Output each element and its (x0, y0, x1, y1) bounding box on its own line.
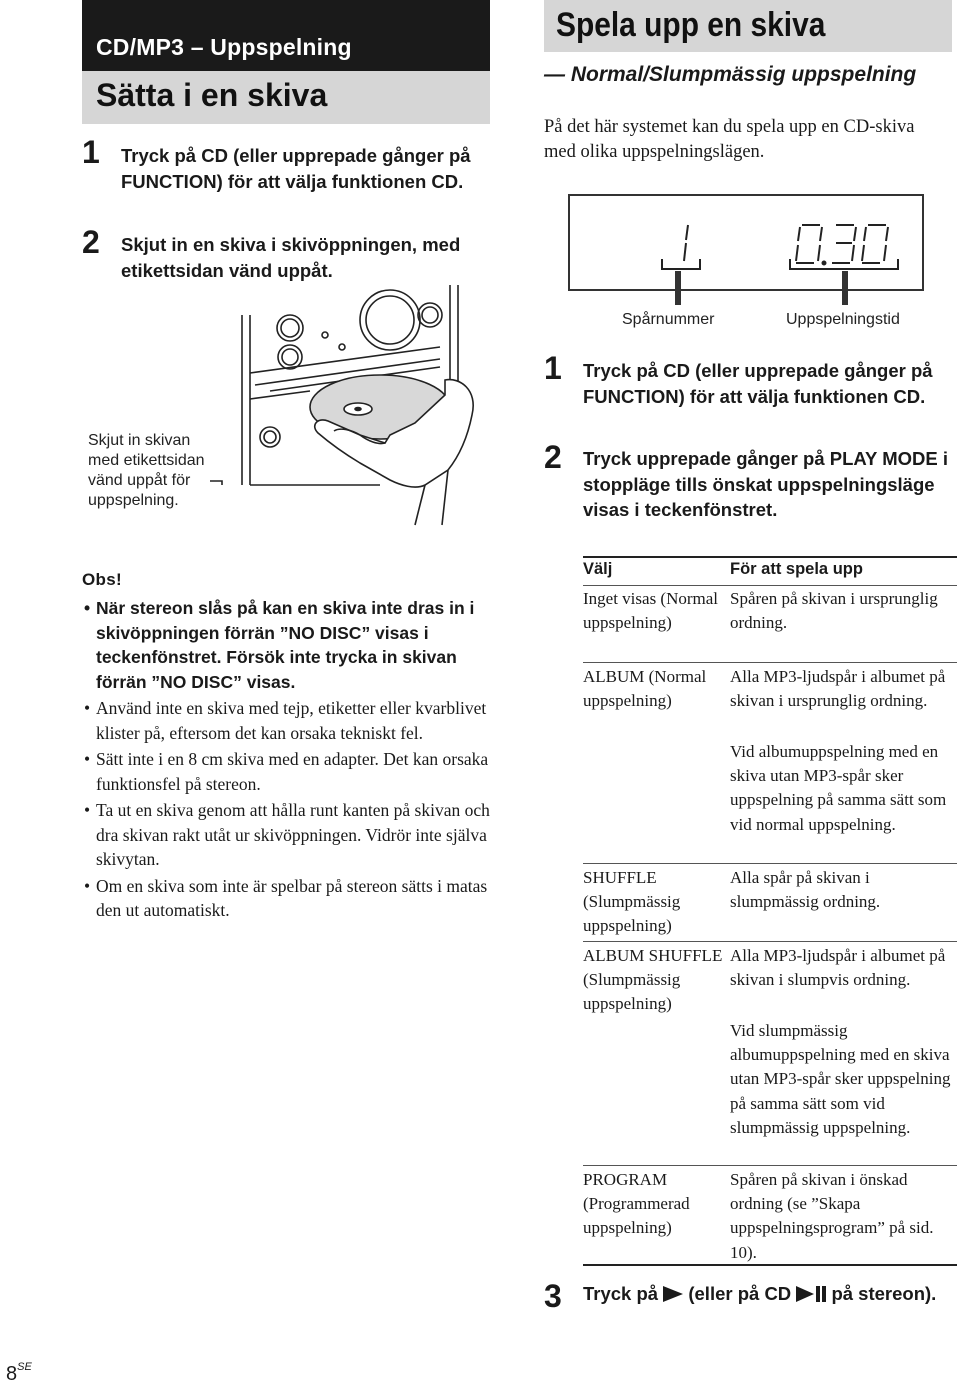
play-icon (663, 1286, 683, 1302)
table-cell-choice: PROGRAM (Programmerad uppspelning) (583, 1170, 690, 1238)
illustration-caption: Skjut in skivan med etikettsidan vänd uppåt för uppspelning. (88, 432, 205, 509)
step-text: Tryck upprepade gånger på PLAY MODE i stoppläge tills önskat uppspelningsläge visas i teckenfönstret. (583, 448, 948, 520)
note-item: • Ta ut en skiva genom att hålla runt kanten på skivan och dra skivan rakt utåt ur skivöppningen. Vidrör inte själva skivytan. (84, 800, 490, 869)
step-text: Tryck på (eller på CD på stereon). (583, 1281, 955, 1309)
table-cell-desc: Vid albumuppspelning med en skiva utan MP3-spår sker uppspelning på samma sätt som vid normal uppspelning. (730, 742, 947, 834)
step-number: 3 (544, 1278, 562, 1314)
step-number: 1 (544, 350, 562, 386)
step-text: Tryck på CD (eller upprepade gånger på FUNCTION) för att välja funktionen CD. (121, 145, 471, 192)
play-mode-table (583, 556, 957, 1266)
section-header (82, 0, 490, 71)
step-number: 1 (82, 134, 100, 170)
table-cell-desc: Alla spår på skivan i slumpmässig ordning. (730, 868, 881, 912)
table-cell-desc: Spåren på skivan i önskad ordning (se ”Skapa uppspelningsprogram” på sid. 10). (730, 1170, 934, 1262)
page-heading: Spela upp en skiva (556, 6, 826, 44)
table-cell-desc: Spåren på skivan i ursprunglig ordning. (730, 589, 938, 633)
column-header: För att spela upp (730, 560, 863, 578)
table-cell-choice: SHUFFLE (Slumpmässig uppspelning) (583, 868, 681, 936)
table-cell-desc: Alla MP3-ljudspår i albumet på skivan i slumpvis ordning. (730, 946, 946, 990)
note-item: • Använd inte en skiva med tejp, etiketter eller kvarblivet klister på, eftersom det kan orsaka tekniskt fel. (84, 698, 487, 743)
table-cell-desc: Alla MP3-ljudspår i albumet på skivan i ursprunglig ordning. (730, 667, 946, 711)
table-cell-choice: ALBUM SHUFFLE (Slumpmässig uppspelning) (583, 946, 723, 1014)
table-cell-choice: Inget visas (Normal uppspelning) (583, 589, 719, 633)
playing-time-label: Uppspelningstid (786, 311, 900, 328)
step-number: 2 (82, 224, 100, 260)
heading-bar (82, 71, 490, 124)
notes-list (82, 596, 492, 925)
page-number: $8^{SE}$ (6, 1361, 32, 1385)
step-number: 2 (544, 439, 562, 475)
track-number-label: Spårnummer (622, 311, 715, 328)
table-cell-choice: ALBUM (Normal uppspelning) (583, 667, 707, 711)
table-cell-desc: Vid slumpmässig albumuppspelning med en skiva utan MP3-spår sker uppspelning på samma sätt som vid slumpmässig uppspelning. (730, 1021, 951, 1137)
heading-bar (544, 0, 952, 52)
subtitle: — Normal/Slumpmässig uppspelning (544, 63, 917, 86)
note-item: • Sätt inte i en 8 cm skiva med en adapter. Det kan orsaka funktionsfel på stereon. (84, 749, 489, 794)
display-readout (640, 215, 910, 305)
step-text: Skjut in en skiva i skivöppningen, med etikettsidan vänd uppåt. (121, 234, 461, 281)
play-pause-icon (796, 1283, 826, 1309)
step-text: Tryck på CD (eller upprepade gånger på FUNCTION) för att välja funktionen CD. (583, 360, 933, 407)
page-heading: Sätta i en skiva (96, 77, 328, 113)
note-title: Obs! (82, 570, 122, 589)
intro-text: På det här systemet kan du spela upp en CD-skiva med olika uppspelningslägen. (544, 117, 915, 162)
section-title: CD/MP3 – Uppspelning (96, 34, 352, 60)
note-item: • När stereon slås på kan en skiva inte dras in i skivöppningen förrän ”NO DISC” visas i teckenfönstret. Försök inte trycka in skivan förrän ”NO DISC” visas. (84, 598, 475, 692)
column-header: Välj (583, 560, 613, 578)
note-item: • Om en skiva som inte är spelbar på stereon sätts i matas den ut automatiskt. (84, 875, 488, 920)
disc-insertion-illustration (210, 285, 500, 530)
